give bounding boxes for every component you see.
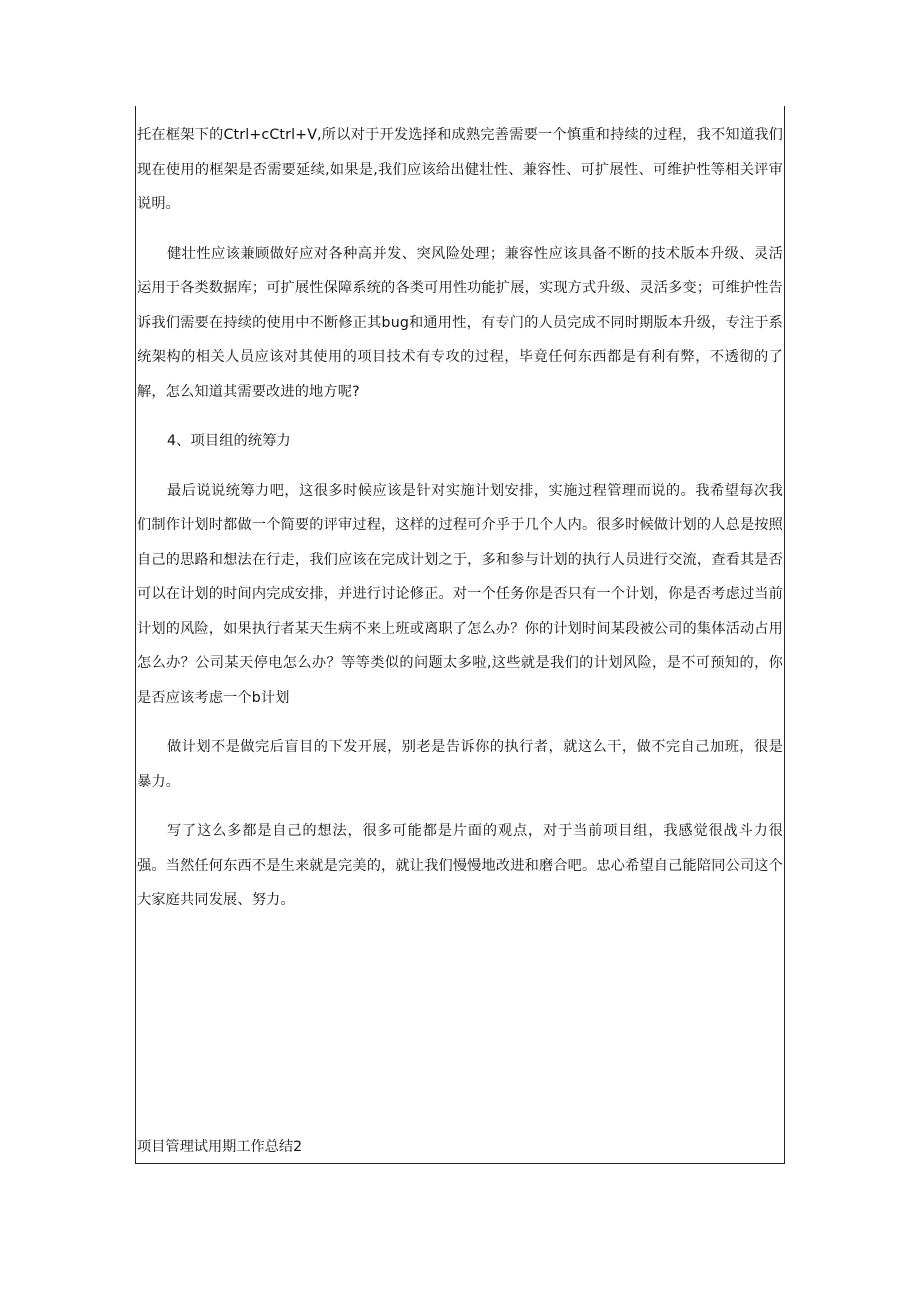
section-heading: 4、项目组的统筹力 <box>167 433 291 449</box>
paragraph-planning: 做计划不是做完后盲目的下发开展，别老是告诉你的执行者，就这么干，做不完自己加班，很是暴力。 <box>137 739 783 790</box>
paragraph-coordination: 最后说说统筹力吧，这很多时候应该是针对实施计划安排，实施过程管理而说的。我希望每次我们制作计划时都做一个简要的评审过程，这样的过程可介乎于几个人内。很多时候做计划的人总是按照自己的思路和想法在行走，我们应该在完成计划之于，多和参与计划的执行人员进行交流，查看其是否可以在计划的时间内完成安排，并进行讨论修正。对一个任务你是否只有一个计划，你是否考虑过当前计划的风险，如果执行者某天生病不来上班或离职了怎么办？你的计划时间某段被公司的集体活动占用怎么办？公司某天停电怎么办？等等类似的问题太多啦,这些就是我们的计划风险，是不可预知的，你是否应该考虑一个b计划 <box>137 482 783 706</box>
document-body <box>137 118 783 933</box>
paragraph-robustness: 健壮性应该兼顾做好应对各种高并发、突风险处理；兼容性应该具备不断的技术版本升级、灵活运用于各类数据库；可扩展性保障系统的各类可用性功能扩展，实现方式升级、灵活多变；可维护性告诉我们需要在持续的使用中不断修正其bug和通用性，有专门的人员完成不同时期版本升级，专注于系统架构的相关人员应该对其使用的项目技术有专攻的过程，毕竟任何东西都是有利有弊，不透彻的了解，怎么知道其需要改进的地方呢? <box>137 245 783 400</box>
paragraph-framework-continuation: 托在框架下的Ctrl+cCtrl+V,所以对于开发选择和成熟完善需要一个慎重和持续的过程，我不知道我们现在使用的框架是否需要延续,如果是,我们应该给出健壮性、兼容性、可扩展性、可维护性等相关评审说明。 <box>137 127 783 212</box>
paragraph-closing: 写了这么多都是自己的想法，很多可能都是片面的观点，对于当前项目组，我感觉很战斗力很强。当然任何东西不是生来就是完美的，就让我们慢慢地改进和磨合吧。忠心希望自己能陪同公司这个大家庭共同发展、努力。 <box>137 823 783 908</box>
next-document-title: 项目管理试用期工作总结2 <box>137 1139 303 1155</box>
